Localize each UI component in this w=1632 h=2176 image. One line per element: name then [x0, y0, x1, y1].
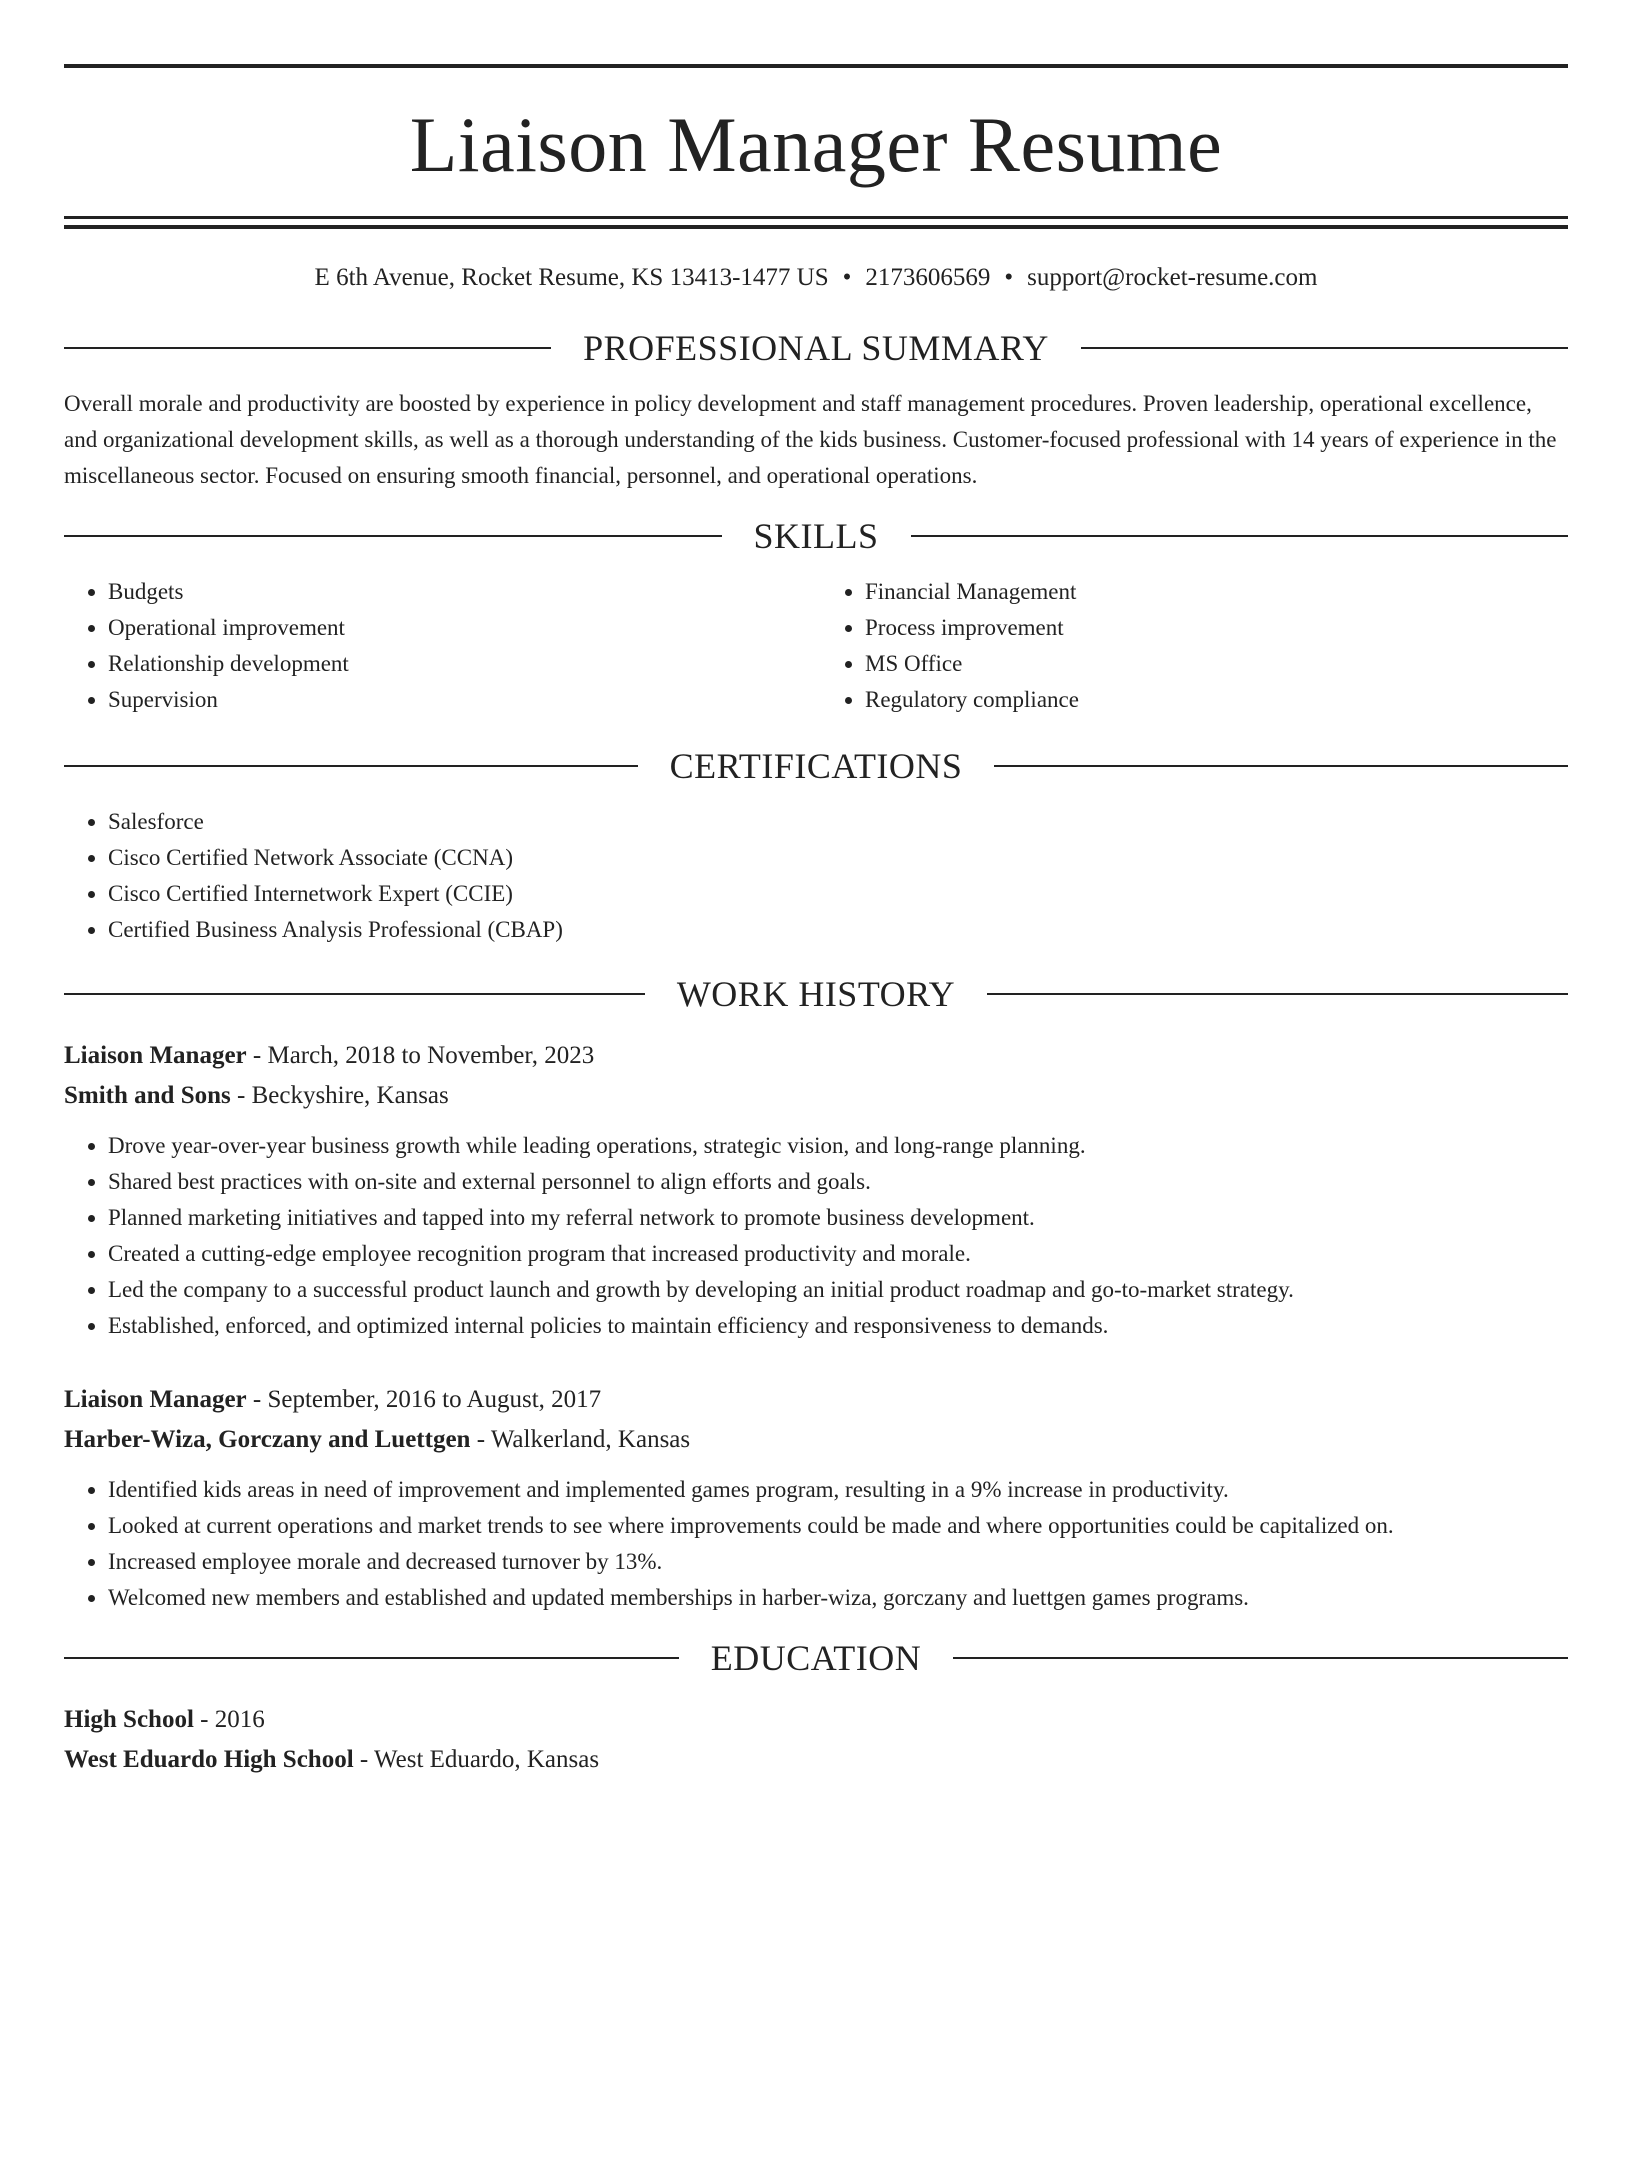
- skill-item: • MS Office: [865, 646, 1568, 682]
- job-duty-item: • Welcomed new members and established and updated memberships in harber-wiza, gorczany and luettgen games programs.: [108, 1580, 1568, 1616]
- job-role: Liaison Manager: [64, 1386, 247, 1413]
- certification-item: • Cisco Certified Network Associate (CCNA): [108, 840, 1568, 876]
- skill-item: • Budgets: [108, 574, 811, 610]
- summary-paragraph: Overall morale and productivity are boosted by experience in policy development and staff management procedures. Proven leadership, operational excellence, and organizational development skills, as well as a thorough understanding of the kids business. Customer-focused professional with 14 years of experience in the miscellaneous sector. Focused on ensuring smooth financial, personnel, and operational operations.: [64, 391, 1557, 488]
- job-entry: [64, 1380, 1568, 1616]
- contact-separator: •: [842, 264, 852, 291]
- section-header-skills: [64, 518, 1568, 554]
- skills-list-left: [64, 574, 811, 718]
- section-title: PROFESSIONAL SUMMARY: [583, 328, 1049, 368]
- job-duty-item: • Identified kids areas in need of improvement and implemented games program, resulting in a 9% increase in productivity.: [108, 1472, 1568, 1508]
- job-entry: [64, 1036, 1568, 1344]
- top-rule: [64, 64, 1568, 68]
- job-duty-item: • Led the company to a successful product launch and growth by developing an initial product roadmap and go-to-market strategy.: [108, 1272, 1568, 1308]
- job-company-line: [64, 1420, 1568, 1460]
- job-duty-item: • Established, enforced, and optimized internal policies to maintain efficiency and responsiveness to demands.: [108, 1308, 1568, 1344]
- job-title-line: [64, 1380, 1568, 1420]
- education-year: - 2016: [193, 1706, 265, 1733]
- section-title: SKILLS: [753, 516, 879, 556]
- resume-title: Liaison Manager Resume: [409, 101, 1223, 188]
- section-header-work-history: [64, 976, 1568, 1012]
- contact-address: E 6th Avenue, Rocket Resume, KS 13413-1477 US: [314, 264, 829, 291]
- certification-item: • Salesforce: [108, 804, 1568, 840]
- section-header-education: [64, 1640, 1568, 1676]
- skills-grid: [64, 574, 1568, 718]
- section-header-summary: [64, 330, 1568, 366]
- skill-item: • Process improvement: [865, 610, 1568, 646]
- certification-item: • Certified Business Analysis Professional (CBAP): [108, 912, 1568, 948]
- skills-list-right: [811, 574, 1568, 718]
- job-role: Liaison Manager: [64, 1042, 247, 1069]
- skill-item: • Relationship development: [108, 646, 811, 682]
- job-company-line: [64, 1076, 1568, 1116]
- job-duty-item: • Increased employee morale and decreased turnover by 13%.: [108, 1544, 1568, 1580]
- job-dates: - September, 2016 to August, 2017: [246, 1386, 602, 1413]
- job-duty-item: • Planned marketing initiatives and tapped into my referral network to promote business development.: [108, 1200, 1568, 1236]
- job-duties-list: [64, 1472, 1568, 1616]
- job-title-line: [64, 1036, 1568, 1076]
- title-double-rule: [64, 216, 1568, 229]
- job-location: - Walkerland, Kansas: [470, 1426, 691, 1453]
- job-duties-list: [64, 1128, 1568, 1344]
- skill-item: • Financial Management: [865, 574, 1568, 610]
- education-entry: [64, 1700, 1568, 1780]
- section-header-certifications: [64, 748, 1568, 784]
- education-degree: High School: [64, 1706, 194, 1733]
- job-location: - Beckyshire, Kansas: [230, 1082, 449, 1109]
- certifications-list: [64, 804, 1568, 948]
- job-duty-item: • Created a cutting-edge employee recognition program that increased productivity and morale.: [108, 1236, 1568, 1272]
- job-duty-item: • Shared best practices with on-site and external personnel to align efforts and goals.: [108, 1164, 1568, 1200]
- section-title: WORK HISTORY: [676, 974, 956, 1014]
- job-company: Smith and Sons: [64, 1082, 231, 1109]
- resume-page: [0, 64, 1632, 2176]
- job-company: Harber-Wiza, Gorczany and Luettgen: [64, 1426, 471, 1453]
- job-duty-item: • Looked at current operations and market trends to see where improvements could be made and where opportunities could be capitalized on.: [108, 1508, 1568, 1544]
- job-dates: - March, 2018 to November, 2023: [246, 1042, 595, 1069]
- education-degree-line: [64, 1700, 1568, 1740]
- contact-line: [64, 265, 1568, 290]
- education-school-line: [64, 1740, 1568, 1780]
- job-duty-item: • Drove year-over-year business growth while leading operations, strategic vision, and long-range planning.: [108, 1128, 1568, 1164]
- certification-item: • Cisco Certified Internetwork Expert (CCIE): [108, 876, 1568, 912]
- education-location: - West Eduardo, Kansas: [353, 1746, 600, 1773]
- section-title: EDUCATION: [710, 1638, 922, 1678]
- skill-item: • Operational improvement: [108, 610, 811, 646]
- skill-item: • Regulatory compliance: [865, 682, 1568, 718]
- contact-phone: 2173606569: [865, 264, 991, 291]
- education-school: West Eduardo High School: [64, 1746, 354, 1773]
- skill-item: • Supervision: [108, 682, 811, 718]
- contact-email: support@rocket-resume.com: [1027, 264, 1318, 291]
- section-title: CERTIFICATIONS: [669, 746, 963, 786]
- contact-separator: •: [1004, 264, 1014, 291]
